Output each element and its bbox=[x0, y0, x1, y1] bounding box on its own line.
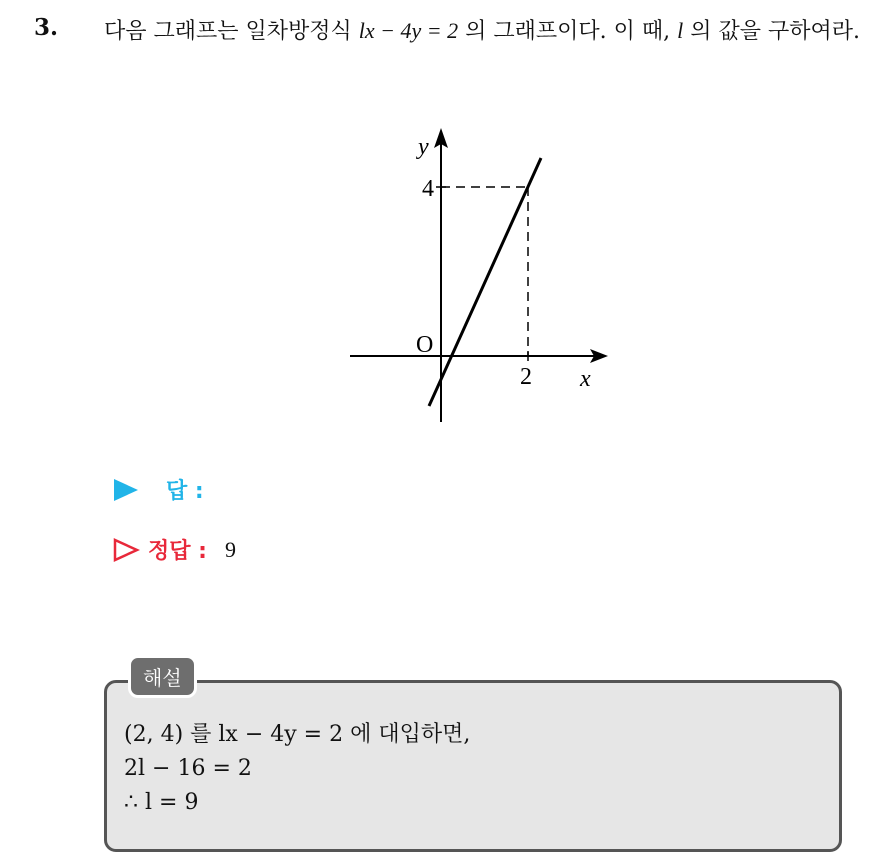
play-outline-icon bbox=[112, 537, 140, 563]
x-tick-label: 2 bbox=[520, 364, 532, 390]
explanation-line: ∴ l = 9 bbox=[124, 790, 199, 815]
explanation-lines bbox=[124, 718, 470, 820]
y-axis-label: y bbox=[418, 134, 429, 160]
play-filled-icon bbox=[112, 477, 140, 503]
origin-label: O bbox=[416, 332, 434, 358]
answer-row bbox=[112, 474, 204, 505]
explanation-line: 2l − 16 = 2 bbox=[124, 756, 252, 781]
question-text bbox=[104, 14, 864, 49]
question-text-mid: 의 그래프이다. 이 때, bbox=[458, 19, 678, 44]
correct-answer-row bbox=[112, 534, 236, 565]
x-axis-label: x bbox=[580, 366, 591, 392]
answer-label: 답 : bbox=[166, 479, 204, 504]
question-text-before: 다음 그래프는 일차방정식 bbox=[104, 19, 359, 44]
question-variable: l bbox=[677, 18, 684, 43]
explanation-line: (2, 4) 를 lx − 4y = 2 에 대입하면, bbox=[124, 722, 471, 747]
question-text-after: 의 값을 구하여라. bbox=[683, 19, 860, 44]
linear-graph bbox=[340, 118, 620, 428]
graph-svg bbox=[340, 118, 620, 428]
correct-answer-label: 정답 : bbox=[148, 539, 207, 564]
y-tick-label: 4 bbox=[422, 176, 434, 202]
correct-answer-value: 9 bbox=[224, 536, 236, 562]
explanation-tag: 해설 bbox=[128, 655, 197, 698]
question-equation: lx − 4y = 2 bbox=[358, 18, 459, 43]
question-number: 3. bbox=[34, 14, 59, 41]
